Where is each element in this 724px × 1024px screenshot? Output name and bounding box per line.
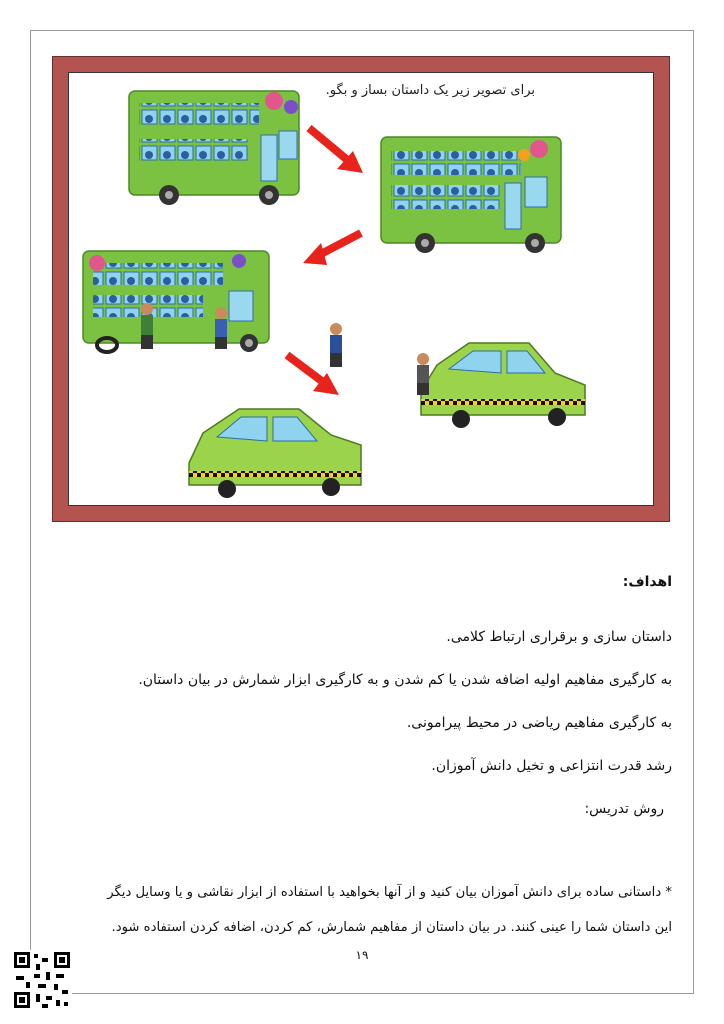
objective-item-4: رشد قدرت انتزاعی و تخیل دانش آموزان. bbox=[431, 758, 672, 774]
method-heading: روش تدریس: bbox=[584, 801, 664, 817]
bus-1 bbox=[129, 91, 299, 205]
objective-item-2: به کارگیری مفاهیم اولیه اضافه شدن یا کم شدن و به کارگیری ابزار شمارش در بیان داستان. bbox=[138, 672, 672, 688]
method-line-2: این داستان شما را عینی کنند. در بیان داستان از مفاهیم شمارش، کم کردن، اضافه کردن استفاده شود. bbox=[111, 920, 672, 935]
qr-code-icon bbox=[12, 950, 72, 1010]
illustration-panel bbox=[68, 72, 654, 506]
mechanic-figure bbox=[141, 303, 153, 349]
passenger-figure bbox=[215, 307, 227, 349]
bus-3 bbox=[83, 251, 269, 352]
method-line-1: * داستانی ساده برای دانش آموزان بیان کنید و از آنها بخواهید با استفاده از ابزار نقاشی و یا وسایل دیگر bbox=[107, 885, 672, 900]
story-illustration bbox=[69, 73, 654, 506]
objective-item-1: داستان سازی و برقراری ارتباط کلامی. bbox=[446, 629, 672, 645]
man-figure bbox=[417, 353, 429, 395]
boy-figure bbox=[330, 323, 342, 367]
bus-2 bbox=[381, 137, 561, 253]
page-number: ۱۹ bbox=[355, 948, 369, 962]
arrow-1 bbox=[309, 128, 363, 173]
illustration-frame bbox=[52, 56, 670, 522]
objective-item-3: به کارگیری مفاهیم ریاضی در محیط پیرامونی. bbox=[406, 715, 672, 731]
illustration-caption: برای تصویر زیر یک داستان بساز و بگو. bbox=[325, 83, 535, 98]
objectives-heading: اهداف: bbox=[622, 574, 672, 590]
taxi-2 bbox=[189, 409, 361, 498]
taxi-1 bbox=[417, 343, 585, 428]
arrow-2 bbox=[303, 233, 361, 265]
